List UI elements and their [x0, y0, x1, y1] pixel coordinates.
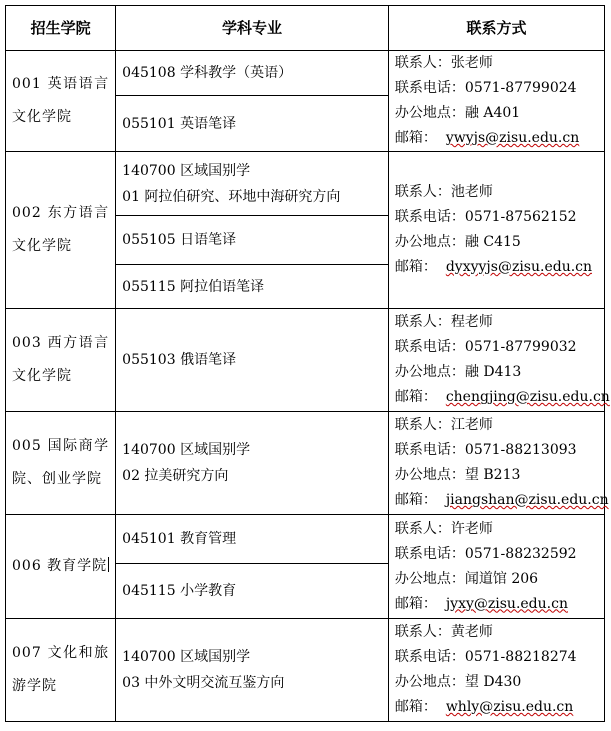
major-line: 01 阿拉伯研究、环地中海研究方向 [122, 188, 341, 205]
text-cursor [108, 557, 109, 572]
major-line: 045108 学科教学（英语） [122, 65, 293, 82]
contact-person-label: 联系人： [394, 55, 451, 71]
major-line: 03 中外文明交流互鉴方向 [122, 675, 285, 691]
header-contact: 联系方式 [388, 6, 604, 51]
major-cell [116, 51, 389, 96]
college-name: 007 文化和旅游学院 [12, 645, 110, 694]
contact-cell [388, 619, 604, 722]
contact-person-value: 许老师 [450, 520, 493, 537]
major-cell [116, 515, 389, 564]
major-cell [116, 564, 389, 619]
contact-email-value[interactable]: jiangshan@zisu.edu.cn [445, 492, 609, 508]
contact-office-value: 融 D413 [464, 364, 522, 380]
contact-office-value: 望 B213 [464, 467, 521, 483]
contact-cell [388, 515, 604, 619]
contact-phone [395, 335, 598, 360]
contact-office-label: 办公地点： [394, 467, 465, 483]
contact-person-label: 联系人： [394, 624, 451, 640]
header-row [6, 6, 605, 51]
major-line: 055115 阿拉伯语笔译 [122, 278, 265, 295]
contact-person [395, 310, 598, 335]
admissions-contact-table [5, 5, 610, 722]
contact-office-value: 融 C415 [464, 234, 521, 250]
contact-person-value: 池老师 [450, 184, 493, 200]
contact-office-label: 办公地点： [394, 364, 465, 380]
contact-email-value[interactable]: dyxyyjs@zisu.edu.cn [445, 259, 593, 275]
major-cell [116, 265, 389, 309]
contact-email-value[interactable]: chengjing@zisu.edu.cn [445, 389, 610, 405]
contact-phone-value: 0571-87562152 [464, 209, 577, 225]
header-college: 招生学院 [6, 6, 116, 51]
contact-email-label: 邮箱： [394, 699, 437, 715]
contact-office [395, 101, 598, 126]
contact-email [395, 695, 598, 720]
contact-person-value: 江老师 [450, 417, 493, 433]
contact-office [395, 230, 598, 255]
college-name: 005 国际商学院、创业学院 [12, 438, 110, 487]
spacer [437, 699, 446, 715]
spacer [437, 259, 446, 275]
contact-office [395, 463, 598, 488]
contact-office [395, 567, 598, 592]
major-line: 055105 日语笔译 [122, 232, 237, 248]
contact-email [394, 385, 610, 410]
contact-person [395, 517, 598, 542]
major-cell [116, 309, 389, 412]
contact-phone [395, 205, 598, 230]
contact-person-value: 程老师 [450, 314, 493, 330]
contact-phone-value: 0571-88218274 [464, 649, 577, 665]
table-row [6, 619, 605, 722]
major-cell [116, 152, 389, 216]
contact-email-label: 邮箱： [394, 389, 437, 405]
contact-person [395, 620, 598, 645]
contact-cell [388, 152, 604, 309]
major-line: 055103 俄语笔译 [122, 352, 237, 368]
contact-office-value: 闻道馆 206 [464, 570, 539, 587]
contact-email [395, 592, 598, 617]
major-cell [116, 96, 389, 152]
major-line: 140700 区域国别学 [122, 442, 251, 458]
major-cell [116, 216, 389, 265]
table-row [6, 51, 605, 96]
table-row [6, 515, 605, 564]
contact-phone-label: 联系电话： [394, 339, 465, 355]
contact-person-label: 联系人： [394, 520, 451, 537]
header-major: 学科专业 [116, 6, 389, 51]
contact-office [395, 670, 598, 695]
table-row [6, 412, 605, 515]
contact-phone-label: 联系电话： [394, 649, 465, 665]
college-name: 002 东方语言文化学院 [12, 205, 110, 254]
contact-cell [388, 309, 610, 412]
contact-email-value[interactable]: jyxy@zisu.edu.cn [445, 595, 568, 612]
contact-phone-value: 0571-87799024 [464, 80, 577, 96]
college-cell [6, 309, 116, 412]
contact-office-value: 望 D430 [464, 674, 522, 690]
spacer [437, 130, 446, 146]
college-cell [6, 51, 116, 152]
college-name: 003 西方语言文化学院 [12, 335, 110, 384]
spacer [437, 596, 446, 612]
contact-cell [388, 51, 604, 152]
contact-office-label: 办公地点： [394, 570, 465, 587]
college-cell [6, 152, 116, 309]
major-cell [116, 412, 389, 515]
contact-phone-label: 联系电话： [394, 442, 465, 458]
contact-office-label: 办公地点： [394, 105, 465, 121]
college-cell [6, 619, 116, 722]
contact-person-label: 联系人： [394, 184, 451, 200]
contact-phone-label: 联系电话： [394, 80, 465, 96]
contact-email [394, 488, 609, 513]
contact-person [395, 51, 598, 76]
college-cell [6, 515, 116, 619]
contact-email-label: 邮箱： [394, 259, 437, 275]
contact-email-value[interactable]: ywyjs@zisu.edu.cn [445, 130, 580, 146]
contact-phone-value: 0571-88213093 [464, 442, 577, 458]
contact-person-label: 联系人： [394, 417, 451, 433]
contact-email-label: 邮箱： [394, 492, 437, 508]
contact-person [395, 180, 598, 205]
major-cell [116, 619, 389, 722]
contact-phone-label: 联系电话： [394, 209, 465, 225]
contact-phone [395, 76, 598, 101]
contact-phone-value: 0571-88232592 [464, 545, 577, 562]
contact-email-value[interactable]: whly@zisu.edu.cn [445, 699, 574, 715]
college-cell [6, 412, 116, 515]
contact-phone [395, 542, 598, 567]
contact-phone-label: 联系电话： [394, 545, 465, 562]
table-row [6, 309, 605, 412]
contact-office-label: 办公地点： [394, 234, 465, 250]
spacer [437, 492, 446, 508]
contact-email-label: 邮箱： [394, 595, 437, 612]
contact-office-value: 融 A401 [464, 105, 521, 121]
contact-phone [395, 645, 598, 670]
contact-person [395, 413, 598, 438]
college-name: 001 英语语言文化学院 [12, 76, 110, 125]
contact-phone-value: 0571-87799032 [464, 339, 577, 355]
major-line: 140700 区域国别学 [122, 162, 251, 179]
major-line: 055101 英语笔译 [122, 115, 237, 132]
contact-email [395, 255, 598, 280]
contact-person-value: 张老师 [450, 55, 493, 71]
table-row [6, 152, 605, 216]
major-line: 140700 区域国别学 [122, 649, 251, 665]
major-line: 02 拉美研究方向 [122, 468, 229, 484]
contact-person-value: 黄老师 [450, 624, 493, 640]
spacer [437, 389, 446, 405]
college-name: 006 教育学院 [12, 558, 108, 574]
contact-email-label: 邮箱： [394, 130, 437, 146]
contact-cell [388, 412, 609, 515]
contact-email [395, 126, 598, 151]
major-line: 045115 小学教育 [122, 583, 237, 599]
contact-office [395, 360, 598, 385]
contact-phone [395, 438, 598, 463]
contact-person-label: 联系人： [394, 314, 451, 330]
contact-office-label: 办公地点： [394, 674, 465, 690]
major-line: 045101 教育管理 [122, 531, 237, 547]
